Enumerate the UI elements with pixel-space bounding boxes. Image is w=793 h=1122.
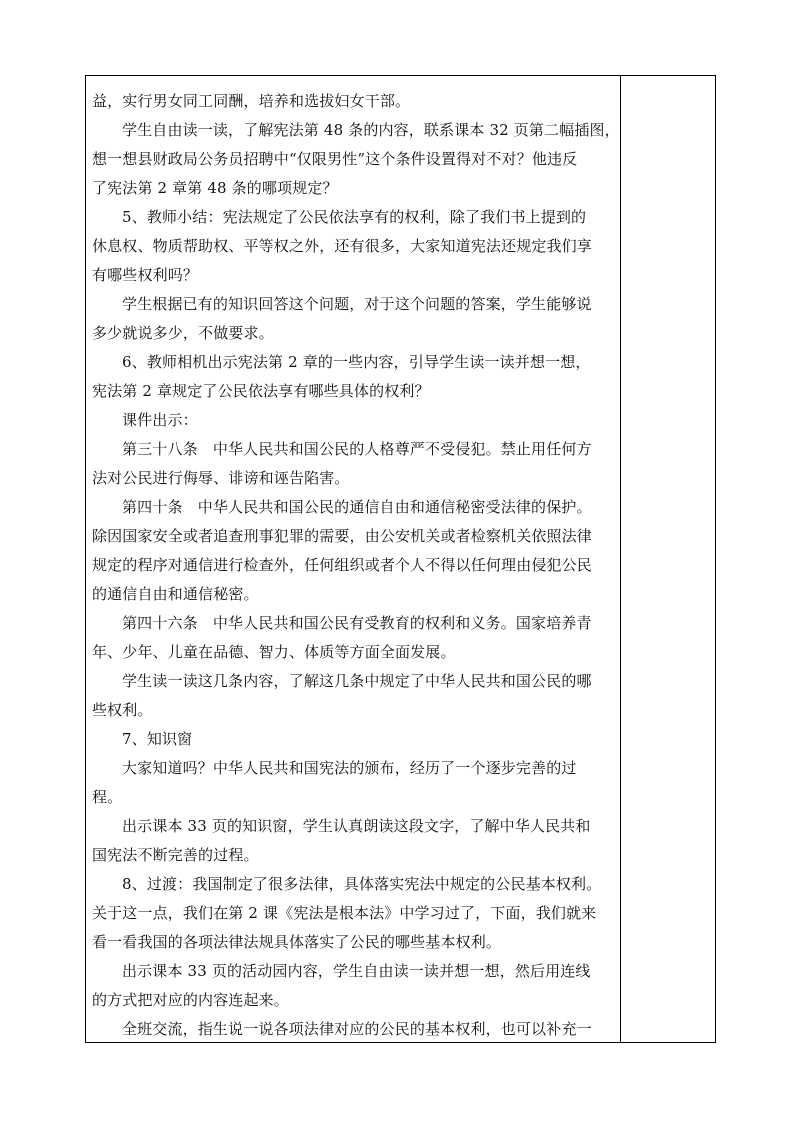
- text-line: 年、少年、儿童在品德、智力、体质等方面全面发展。: [92, 643, 456, 661]
- text-line: 全班交流，指生说一说各项法律对应的公民的基本权利，也可以补充一: [122, 1020, 592, 1038]
- text-line: 的方式把对应的内容连起来。: [92, 991, 289, 1009]
- text-line: 第四十条 中华人民共和国公民的通信自由和通信秘密受法律的保护。: [122, 498, 592, 516]
- text-line: 7、知识窗: [122, 730, 193, 748]
- text-line: 大家知道吗？中华人民共和国宪法的颁布，经历了一个逐步完善的过: [122, 759, 577, 777]
- text-line: 了宪法第 2 章第 48 条的哪项规定？: [92, 179, 338, 197]
- text-line: 除因国家安全或者追查刑事犯罪的需要，由公安机关或者检察机关依照法律: [92, 527, 592, 545]
- text-line: 的通信自由和通信秘密。: [92, 585, 259, 603]
- text-line: 规定的程序对通信进行检查外，任何组织或者个人不得以任何理由侵犯公民: [92, 556, 592, 574]
- text-line: 第三十八条 中华人民共和国公民的人格尊严不受侵犯。禁止用任何方: [122, 440, 592, 458]
- text-line: 多少就说多少，不做要求。: [92, 324, 274, 342]
- text-line: 宪法第 2 章规定了公民依法享有哪些具体的权利？: [92, 382, 430, 400]
- notes-column-cell: [621, 76, 715, 1042]
- text-line: 法对公民进行侮辱、诽谤和诬告陷害。: [92, 469, 350, 487]
- text-line: 有哪些权利吗？: [92, 266, 199, 284]
- text-line: 休息权、物质帮助权、平等权之外，还有很多，大家知道宪法还规定我们享: [92, 237, 592, 255]
- text-line: 学生自由读一读，了解宪法第 48 条的内容，联系课本 32 页第二幅插图，: [122, 121, 620, 139]
- text-line: 课件出示：: [122, 411, 198, 429]
- text-line: 第四十六条 中华人民共和国公民有受教育的权利和义务。国家培养青: [122, 614, 592, 632]
- text-line: 关于这一点，我们在第 2 课《宪法是根本法》中学习过了，下面，我们就来: [92, 904, 597, 922]
- text-line: 看一看我国的各项法律法规具体落实了公民的哪些基本权利。: [92, 933, 502, 951]
- lesson-content-cell: [86, 76, 621, 1042]
- text-line: 程。: [92, 788, 123, 806]
- text-line: 国宪法不断完善的过程。: [92, 846, 259, 864]
- lesson-plan-table: [85, 75, 716, 1043]
- text-line: 学生读一读这几条内容，了解这几条中规定了中华人民共和国公民的哪: [122, 672, 592, 690]
- text-line: 益，实行男女同工同酬，培养和选拔妇女干部。: [92, 92, 411, 110]
- text-line: 出示课本 33 页的知识窗，学生认真朗读这段文字，了解中华人民共和: [122, 817, 591, 835]
- text-line: 出示课本 33 页的活动园内容，学生自由读一读并想一想，然后用连线: [122, 962, 591, 980]
- text-line: 些权利。: [92, 701, 153, 719]
- text-line: 5、教师小结：宪法规定了公民依法享有的权利，除了我们书上提到的: [122, 208, 587, 226]
- text-line: 6、教师相机出示宪法第 2 章的一些内容，引导学生读一读并想一想，: [122, 353, 591, 371]
- text-line: 8、过渡：我国制定了很多法律，具体落实宪法中规定的公民基本权利。: [122, 875, 602, 893]
- text-line: 想一想县财政局公务员招聘中“仅限男性”这个条件设置得对不对？他违反: [92, 150, 578, 168]
- text-line: 学生根据已有的知识回答这个问题，对于这个问题的答案，学生能够说: [122, 295, 592, 313]
